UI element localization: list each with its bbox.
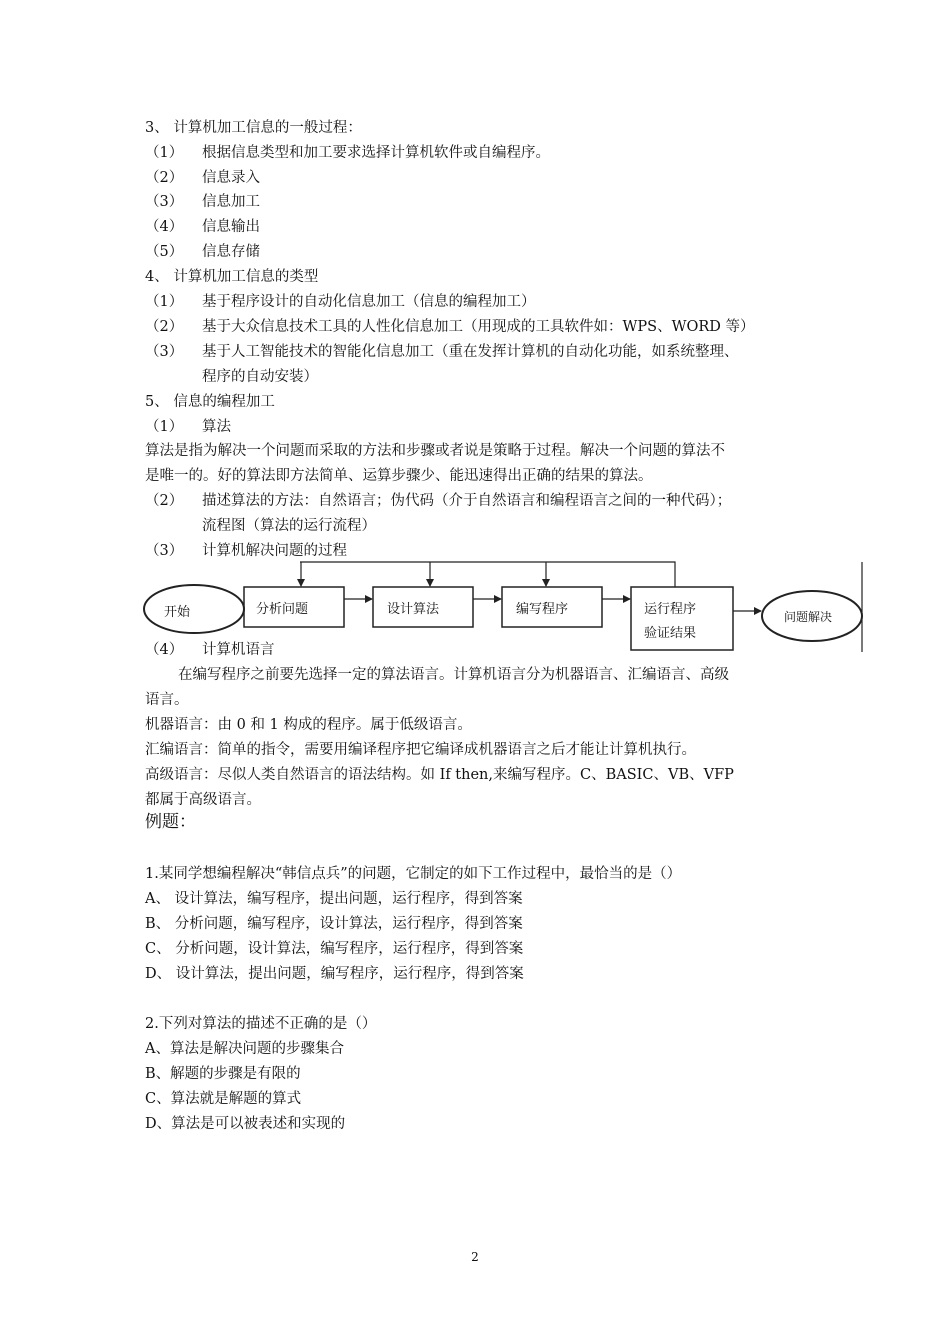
question-2-option-a: A、算法是解决问题的步骤集合 [145,1041,344,1057]
item-number: （3） [145,344,184,360]
section-3-title: 3、 计算机加工信息的一般过程： [145,120,362,136]
item-text: 信息输出 [202,219,260,235]
step-label-design: 设计算法 [387,602,440,617]
question-1-option-c: C、 分析问题，设计算法，编写程序，运行程序，得到答案 [145,941,524,957]
question-1-option-b: B、 分析问题，编写程序，设计算法，运行程序，得到答案 [145,916,523,932]
question-2-option-c: C、算法就是解题的算式 [145,1091,302,1107]
item-text: 信息录入 [202,170,260,186]
section-5-sub-4 [145,640,275,660]
question-2-option-b: B、解题的步骤是有限的 [145,1066,301,1082]
item-text: 计算机解决问题的过程 [202,543,347,559]
high-level-language-line-2: 都属于高级语言。 [145,792,261,808]
algorithm-paragraph-line-2: 是唯一的。好的算法即方法简单、运算步骤少、能迅速得出正确的结果的算法。 [145,468,653,484]
question-1-stem: 1.某同学想编程解决“韩信点兵”的问题，它制定的如下工作过程中，最恰当的是（） [145,866,682,882]
item-number: （2） [145,493,184,509]
question-1-option-a: A、 设计算法，编写程序，提出问题，运行程序，得到答案 [145,891,523,907]
start-label: 开始 [164,605,191,620]
item-text: 信息存储 [202,244,260,260]
item-number: （1） [145,294,184,310]
item-number: （4） [145,642,184,658]
assembly-language-line: 汇编语言：简单的指令，需要用编译程序把它编译成机器语言之后才能让计算机执行。 [145,742,696,758]
algorithm-paragraph-line-1: 算法是指为解决一个问题而采取的方法和步骤或者说是策略于过程。解决一个问题的算法不 [145,443,725,459]
step-label-code: 编写程序 [516,602,569,617]
machine-language-line: 机器语言：由 0 和 1 构成的程序。属于低级语言。 [145,717,472,733]
item-number: （3） [145,194,184,210]
high-level-language-line-1: 高级语言：尽似人类自然语言的语法结构。如 If then,来编写程序。C、BASIC、VB、VFP [145,767,734,783]
item-text: 基于大众信息技术工具的人性化信息加工（用现成的工具软件如：WPS、WORD 等） [202,319,755,335]
question-1-option-d: D、 设计算法，提出问题，编写程序，运行程序，得到答案 [145,966,524,982]
item-text: 计算机语言 [202,642,275,658]
section-5-title: 5、 信息的编程加工 [145,394,275,410]
item-number: （5） [145,244,184,260]
item-text: 信息加工 [202,194,260,210]
item-text: 描述算法的方法：自然语言；伪代码（介于自然语言和编程语言之间的一种代码）； [202,493,732,509]
item-text: 算法 [202,419,231,435]
item-number: （4） [145,219,184,235]
start-node [144,585,244,633]
item-text: 基于程序设计的自动化信息加工（信息的编程加工） [202,294,536,310]
item-number: （1） [145,145,184,161]
item-number: （3） [145,543,184,559]
section-5-sub-2-continuation: 流程图（算法的运行流程） [202,518,376,534]
question-2-stem: 2.下列对算法的描述不正确的是（） [145,1016,377,1032]
step-label-verify: 验证结果 [644,626,697,641]
item-number: （1） [145,419,184,435]
item-text: 根据信息类型和加工要求选择计算机软件或自编程序。 [202,145,550,161]
item-number: （2） [145,170,184,186]
page-number: 2 [471,1250,479,1264]
language-paragraph-line-2: 语言。 [145,692,189,708]
language-paragraph-line-1: 在编写程序之前要先选择一定的算法语言。计算机语言分为机器语言、汇编语言、高级 [178,667,729,683]
end-label: 问题解决 [784,610,833,624]
step-label-analyze: 分析问题 [256,602,309,617]
item-text: 基于人工智能技术的智能化信息加工（重在发挥计算机的自动化功能，如系统整理、 [202,344,739,360]
section-4-title: 4、 计算机加工信息的类型 [145,269,319,285]
section-4-item-3-continuation: 程序的自动安装） [202,369,318,385]
item-number: （2） [145,319,184,335]
step-label-run: 运行程序 [644,602,697,617]
question-2-option-d: D、算法是可以被表述和实现的 [145,1116,346,1132]
examples-heading: 例题： [145,812,196,832]
feedback-loop-line [300,562,675,587]
